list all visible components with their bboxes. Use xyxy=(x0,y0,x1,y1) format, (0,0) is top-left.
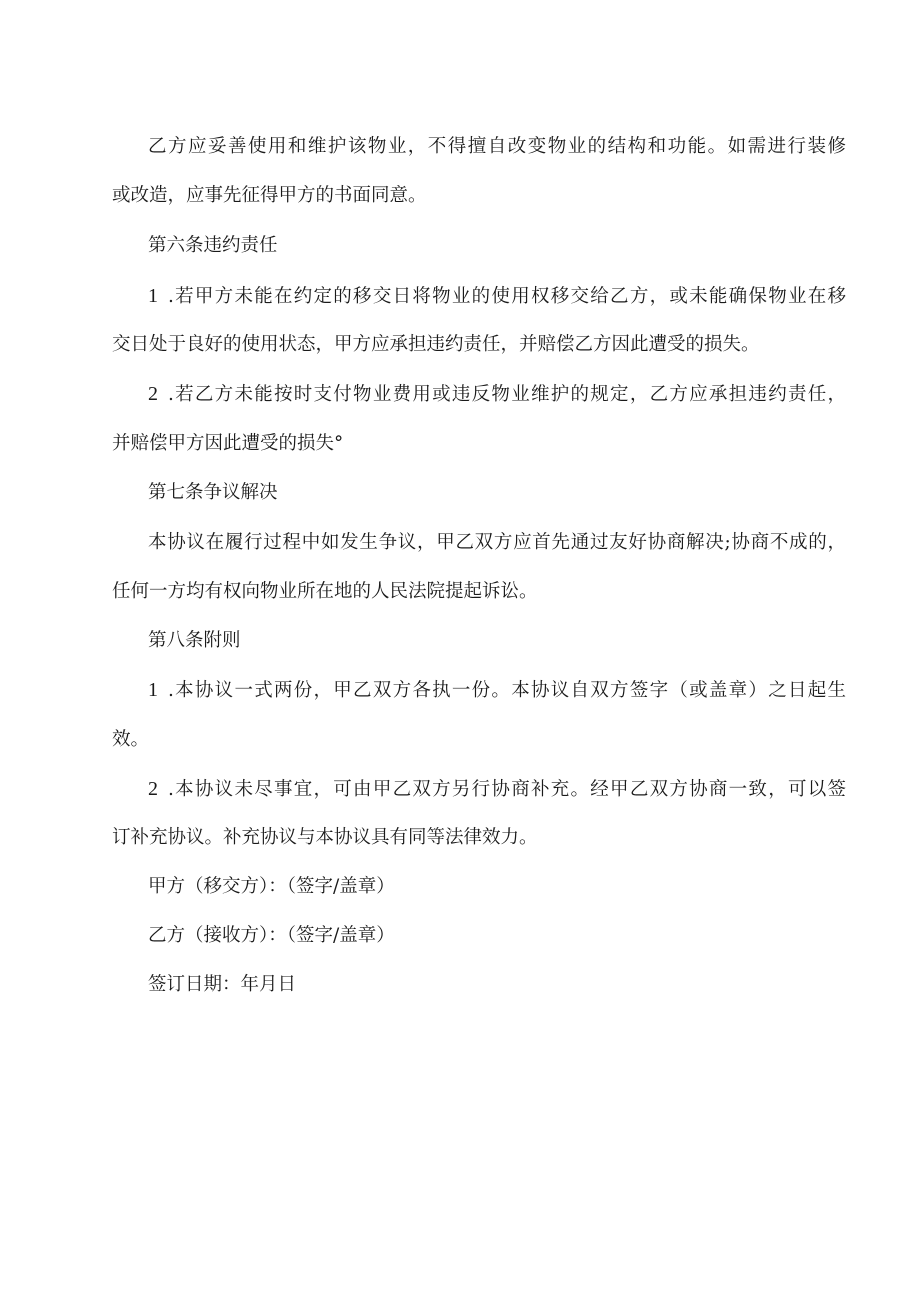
signing-date: 签订日期：年月日 xyxy=(148,974,297,995)
section-heading: 第六条违约责任 xyxy=(148,235,278,256)
section-heading: 第七条争议解决 xyxy=(148,482,278,503)
paragraph-line: 1 .若甲方未能在约定的移交日将物业的使用权移交给乙方，或未能确保物业在移 xyxy=(148,285,846,307)
paragraph-line: 订补充协议。补充协议与本协议具有同等法律效力。 xyxy=(112,827,538,848)
list-number: 2 xyxy=(148,778,158,800)
list-number: 2 xyxy=(148,383,158,405)
paragraph-line: 并赔偿甲方因此遭受的损失° xyxy=(112,433,344,454)
paragraph-line: 2 .本协议未尽事宜，可由甲乙双方另行协商补充。经甲乙双方协商一致，可以签 xyxy=(148,778,846,800)
section-heading: 第八条附则 xyxy=(148,630,241,651)
list-number: 1 xyxy=(148,285,158,307)
list-number: 1 xyxy=(148,679,158,701)
signature-party-a: 甲方（移交方）：（签字/盖章） xyxy=(148,876,395,897)
paragraph-line: 2 .若乙方未能按时支付物业费用或违反物业维护的规定，乙方应承担违约责任， xyxy=(148,383,846,405)
paragraph-line: 或改造，应事先征得甲方的书面同意。 xyxy=(112,185,427,206)
paragraph-line: 1 .本协议一式两份，甲乙双方各执一份。本协议自双方签字（或盖章）之日起生 xyxy=(148,679,846,701)
paragraph-line: 乙方应妥善使用和维护该物业，不得擅自改变物业的结构和功能。如需进行装修 xyxy=(148,136,846,157)
paragraph-line: 任何一方均有权向物业所在地的人民法院提起诉讼。 xyxy=(112,581,538,602)
paragraph-line: 交日处于良好的使用状态，甲方应承担违约责任，并赔偿乙方因此遭受的损失。 xyxy=(112,334,760,355)
paragraph-line: 效。 xyxy=(112,729,150,750)
paragraph-line: 本协议在履行过程中如发生争议，甲乙双方应首先通过友好协商解决;协商不成的， xyxy=(148,532,846,553)
signature-party-b: 乙方（接收方）：（签字/盖章） xyxy=(148,925,395,946)
